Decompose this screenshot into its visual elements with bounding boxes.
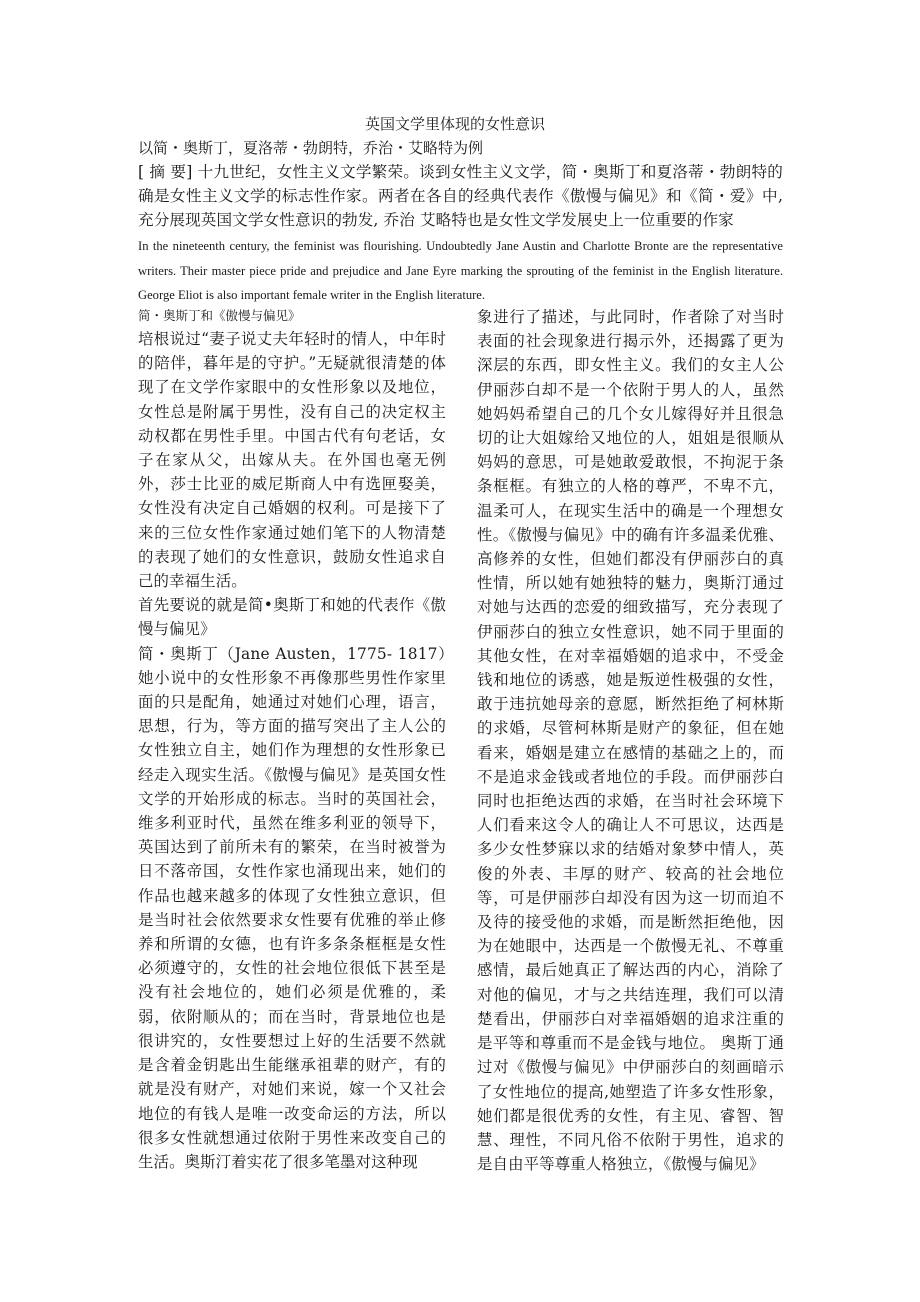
- section-heading: 简・奥斯丁和《傲慢与偏见》: [138, 308, 301, 323]
- right-column: [477, 305, 784, 1176]
- document-subtitle: 以简・奥斯丁，夏洛蒂・勃朗特，乔治・艾略特为例: [138, 139, 484, 157]
- abstract-english: In the nineteenth century, the feminist was flourishing. Undoubtedly Jane Austin and Charlotte Bronte are the representative writers. Their master piece pride and prejudice and Jane Eyre marking the sprouting of the feminist in the English literature. George Eliot is also important female writer in the English literature.: [138, 239, 783, 303]
- paragraph-first-mention: 首先要说的就是简•奥斯丁和她的代表作《傲慢与偏见》: [138, 596, 446, 639]
- paragraph-austen: 简・奥斯丁（Jane Austen，1775- 1817）她小说中的女性形象不再像那些男性作家里面的只是配角，她通过对她们心理，语言，思想，行为，等方面的描写突出了主人公的女性独立自主，她们作为理想的女性形象已经走入现实生活。《傲慢与偏见》是英国女性文学的开始形成的标志。当时的英国社会，维多利亚时代，虽然在维多利亚的领导下，英国达到了前所未有的繁荣，在当时被誉为日不落帝国，女性作家也涌现出来，她们的作品也越来越多的体现了女性独立意识，但是当时社会依然要求女性要有优雅的举止修养和所谓的女德，也有许多条条框框是女性必须遵守的，女性的社会地位很低下甚至是没有社会地位的，她们必须是优雅的，柔弱，依附顺从的；而在当时，背景地位也是很讲究的，女性要想过上好的生活要不然就是含着金钥匙出生能继承祖辈的财产，有的就是没有财产，对她们来说，嫁一个又社会地位的有钱人是唯一改变命运的方法，所以很多女性就想通过依附于男性来改变自己的生活。奥斯汀着实花了很多笔墨对这种现: [138, 644, 446, 1171]
- left-column: [138, 306, 446, 1174]
- paragraph-elizabeth: 象进行了描述，与此同时，作者除了对当时表面的社会现象进行揭示外，还揭露了更为深层的东西，即女性主义。我们的女主人公伊丽莎白却不是一个依附于男人的人，虽然她妈妈希望自己的几个女儿嫁得好并且很急切的让大姐嫁给又地位的人，姐姐是很顺从妈妈的意思，可是她敢爱敢恨，不拘泥于条条框框。有独立的人格的尊严，不卑不亢，温柔可人，在现实生活中的确是一个理想女性。《傲慢与偏见》中的确有许多温柔优雅、高修养的女性，但她们都没有伊丽莎白的真性情，所以她有她独特的魅力，奥斯汀通过对她与达西的恋爱的细致描写，充分表现了伊丽莎白的独立女性意识，她不同于里面的其他女性，在对幸福婚姻的追求中，不受金钱和地位的诱惑，她是叛逆性极强的女性，敢于违抗她母亲的意愿，断然拒绝了柯林斯的求婚，尽管柯林斯是财产的象征，但在她看来，婚姻是建立在感情的基础之上的，而不是追求金钱或者地位的手段。而伊丽莎白同时也拒绝达西的求婚，在当时社会环境下人们看来这令人的确让人不可思议，达西是多少女性梦寐以求的结婚对象梦中情人，英俊的外表、丰厚的财产、较高的社会地位等，可是伊丽莎白却没有因为这一切而迫不及待的接受他的求婚，而是断然拒绝他，因为在她眼中，达西是一个傲慢无礼、不尊重感情，最后她真正了解达西的内心，消除了对他的偏见，才与之共结连理，我们可以清楚看出，伊丽莎白对幸福婚姻的追求注重的是平等和尊重而不是金钱与地位。 奥斯丁通过对《傲慢与偏见》中伊丽莎白的刻画暗示了女性地位的提高,她塑造了许多女性形象，她们都是很优秀的女性，有主见、睿智、智慧、理性，不同凡俗不依附于男性，追求的是自由平等尊重人格独立，《傲慢与偏见》: [477, 308, 784, 1174]
- document-title: 英国文学里体现的女性意识: [364, 115, 545, 133]
- abstract-chinese: [ 摘 要] 十九世纪，女性主义文学繁荣。谈到女性主义文学，简・奥斯丁和夏洛蒂・勃朗特的确是女性主义文学的标志性作家。两者在各自的经典代表作《傲慢与偏见》和《简・爱》中,充分展现英国文学女性意识的勃发, 乔治 艾略特也是女性文学发展史上一位重要的作家: [138, 163, 783, 229]
- paragraph-intro: 培根说过“妻子说丈夫年轻时的情人，中年时的陪伴，暮年是的守护。”无疑就很清楚的体现了在文学作家眼中的女性形象以及地位，女性总是附属于男性，没有自己的决定权主动权都在男性手里。中国古代有句老话，女子在家从父，出嫁从夫。在外国也毫无例外，莎士比亚的威尼斯商人中有选匣娶美，女性没有决定自己婚姻的权利。可是接下了来的三位女性作家通过她们笔下的人物清楚的表现了她们的女性意识，鼓励女性追求自己的幸福生活。: [138, 330, 446, 591]
- header-block: [138, 136, 783, 232]
